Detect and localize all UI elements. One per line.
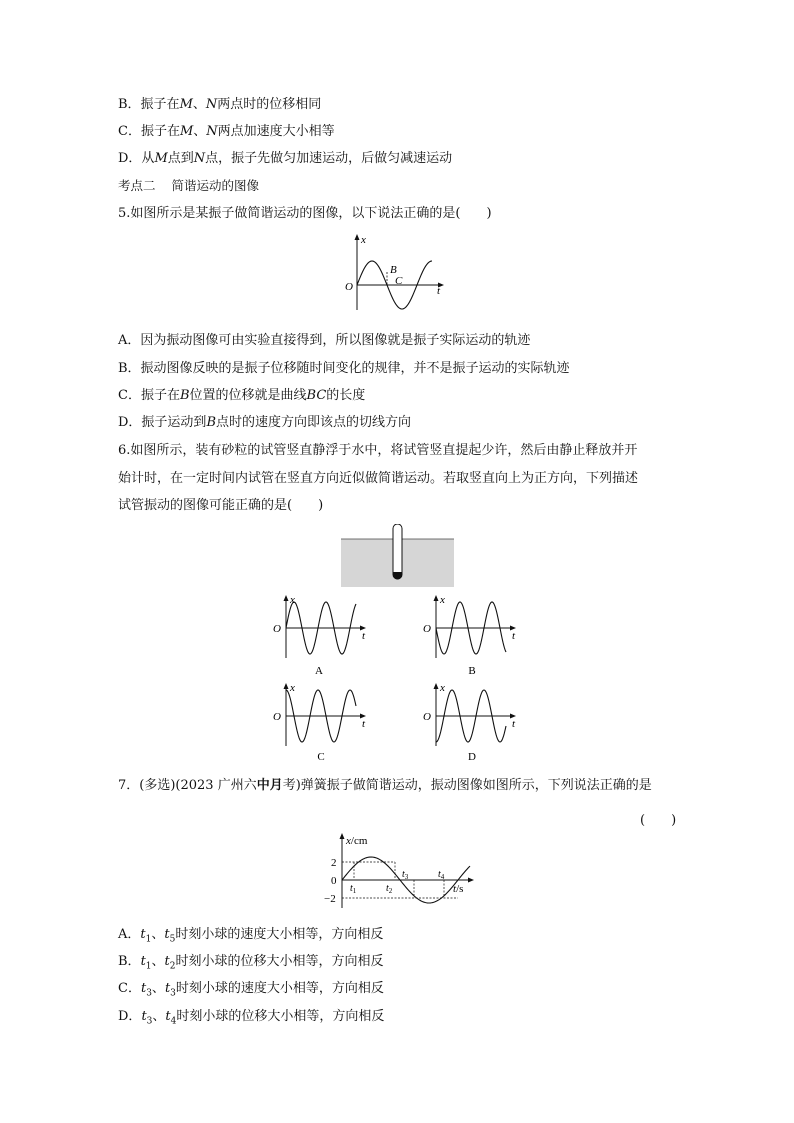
q7-t4-label: $t_4$ — [438, 869, 445, 881]
q5-option-b: B．振动图像反映的是振子位移随时间变化的规律，并不是振子运动的实际轨迹 — [118, 361, 570, 376]
q6-origin-label-a: O — [273, 623, 281, 635]
q5-option-d: D．振子运动到B点时的速度方向即该点的切线方向 — [118, 415, 412, 430]
q5-origin-label: O — [345, 281, 353, 293]
q7-t3-label: $t_3$ — [402, 869, 409, 881]
q7-y-label: x/cm — [346, 835, 368, 847]
q5-option-c: C．振子在B位置的位移就是曲线BC的长度 — [118, 388, 366, 403]
q6-label-d: D — [468, 751, 476, 763]
q6-x-label-a: x — [290, 594, 295, 606]
prev-option-b: B．振子在M、N两点时的位移相同 — [118, 97, 322, 112]
q6-x-label-d: x — [440, 682, 445, 694]
q7-graph — [320, 830, 480, 912]
q5-x-label: x — [361, 234, 366, 246]
q6-graph-a — [270, 592, 370, 682]
q6-origin-label-d: O — [423, 711, 431, 723]
q6-t-label-c: t — [362, 718, 366, 730]
q7-option-b: B．$t_1$、$t_2$时刻小球的位移大小相等，方向相反 — [118, 954, 384, 972]
section-heading: 考点二 简谐运动的图像 — [118, 178, 260, 193]
q7-x-label: t/s — [453, 883, 464, 895]
q6-x-label-b: x — [440, 594, 445, 606]
q6-t-label-d: t — [512, 718, 516, 730]
q5-option-a: A．因为振动图像可由实验直接得到，所以图像就是振子实际运动的轨迹 — [118, 333, 531, 348]
q5-t-label: t — [437, 285, 441, 297]
q6-t-label-a: t — [362, 630, 366, 642]
q6-stem-line2: 始计时，在一定时间内试管在竖直方向近似做简谐运动。若取竖直向上为正方向，下列描述 — [118, 471, 639, 486]
q6-t-label-b: t — [512, 630, 516, 642]
q6-graph-d — [420, 680, 520, 766]
q6-label-b: B — [468, 665, 476, 677]
q6-label-a: A — [315, 665, 323, 677]
q6-label-c: C — [317, 751, 325, 763]
q6-graph-b — [420, 592, 520, 682]
q7-t2-label: $t_2$ — [386, 883, 393, 895]
q7-tick-minus2: −2 — [324, 893, 336, 905]
q7-answer-paren: ( ) — [640, 813, 677, 828]
q5-stem: 5.如图所示是某振子做简谐运动的图像，以下说法正确的是( ) — [118, 206, 492, 221]
q7-stem: 7．(多选)(2023 广州六中月考)弹簧振子做简谐运动，振动图像如图所示，下列说法正确的是 — [118, 778, 652, 793]
q5-b-label: B — [390, 264, 397, 276]
q7-option-a: A．$t_1$、$t_5$时刻小球的速度大小相等，方向相反 — [118, 927, 384, 945]
q6-stem-line3: 试管振动的图像可能正确的是( ) — [118, 498, 324, 513]
q7-t1-label: $t_1$ — [350, 883, 357, 895]
test-tube — [393, 524, 402, 579]
q7-option-c: C．$t_3$、$t_3$时刻小球的速度大小相等，方向相反 — [118, 981, 384, 999]
prev-option-c: C．振子在M、N两点加速度大小相等 — [118, 124, 335, 139]
q6-origin-label-b: O — [423, 623, 431, 635]
q5-c-label: C — [395, 275, 403, 287]
q6-stem-line1: 6.如图所示，装有砂粒的试管竖直静浮于水中，将试管竖直提起少许，然后由静止释放并开 — [118, 443, 638, 458]
prev-option-d: D．从M点到N点，振子先做匀加速运动，后做匀减速运动 — [118, 151, 453, 166]
q7-option-d: D．$t_3$、$t_4$时刻小球的位移大小相等，方向相反 — [118, 1009, 385, 1027]
q7-tick-2: 2 — [331, 857, 337, 869]
q6-origin-label-c: O — [273, 711, 281, 723]
q7-tick-0: 0 — [331, 875, 337, 887]
q6-x-label-c: x — [290, 682, 295, 694]
q6-test-tube-figure — [340, 524, 456, 588]
q6-graph-c — [270, 680, 370, 766]
q5-graph — [340, 232, 450, 314]
